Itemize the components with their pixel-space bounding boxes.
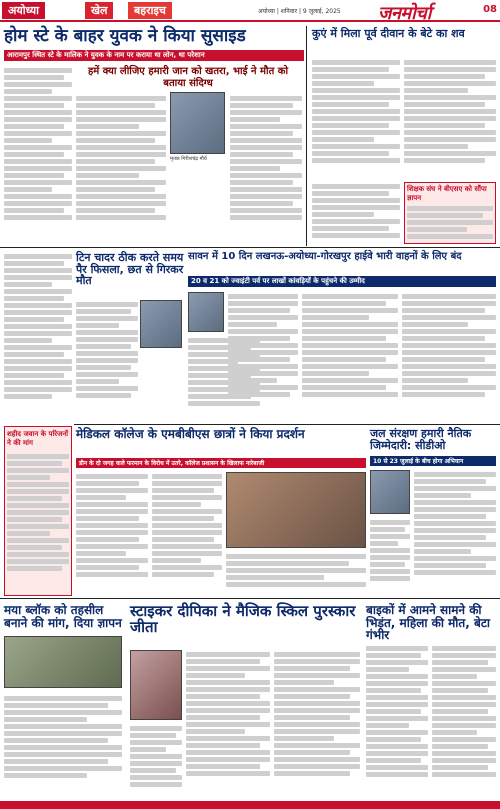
section-rule-1	[0, 247, 500, 248]
section-rule-2	[74, 424, 500, 425]
teachers-body	[407, 204, 493, 242]
lead-quote: हमें क्या लीजिए हमारी जान को खतरा, भाई ने मौत को बताया संदिग्ध	[87, 66, 289, 89]
soldier-body	[7, 452, 69, 592]
water-body-col2	[370, 518, 410, 592]
footer-bar	[0, 801, 500, 809]
bikes-body-col1	[366, 644, 428, 798]
sawan-body-col2	[228, 292, 298, 422]
soldier-headline: शहीद जवान के परिजनों ने की मांग	[7, 430, 69, 447]
lead-body-col1	[4, 66, 72, 242]
well-body-col3	[312, 182, 400, 244]
maya-photo	[4, 636, 122, 688]
lead-subhead: आरामपुर स्थित स्टे के मालिक ने युवक के नाम पर कराया था लोन, था परेशान	[4, 50, 304, 61]
medical-body-col3	[226, 552, 366, 592]
tin-victim-photo	[140, 300, 182, 348]
skater-photo	[130, 650, 182, 720]
medical-protest-photo	[226, 472, 366, 548]
sawan-photo	[188, 292, 224, 332]
page-number: 08	[483, 4, 497, 15]
sawan-body-col4	[402, 292, 496, 422]
medical-body-col2	[152, 472, 222, 592]
skater-body-col2	[274, 650, 360, 798]
tin-headline: टिन चादर ठीक करते समय पैर फिसला, छत से गिरकर मौत	[76, 251, 184, 288]
section-tag-bahraich: बहराइच	[128, 2, 172, 19]
section-rule-3	[0, 598, 500, 599]
water-subhead: 10 से 23 जुलाई के बीच होगा अभियान	[370, 456, 496, 466]
well-body-col2	[404, 58, 496, 178]
victim-photo-caption: मृतक गिरीशचंद्र मौर्य	[170, 156, 207, 162]
section-tag-ayodhya: अयोध्या	[2, 2, 45, 19]
column-rule	[306, 26, 307, 246]
masthead	[0, 0, 500, 22]
skater-body-col0	[130, 724, 182, 798]
water-body-col1	[414, 470, 496, 592]
bikes-body-col2	[432, 644, 496, 798]
victim-photo	[170, 92, 225, 154]
skater-body-col1	[186, 650, 270, 798]
sawan-subhead: 20 व 21 को ज्वाइंटी पर्व पर लाखों कांवड़ियों के पहुंचने की उम्मीद	[188, 276, 496, 287]
maya-headline: मया ब्लॉक को तहसील बनाने की मांग, दिया ज्ञापन	[4, 603, 122, 630]
lead-headline: होम स्टे के बाहर युवक ने किया सुसाइड	[4, 26, 246, 46]
skater-headline: स्टाइकर दीपिका ने मैजिक स्किल पुरस्कार जीता	[130, 602, 356, 636]
dateline: अयोध्या | शनिवार | 9 जुलाई, 2025	[258, 8, 341, 15]
maya-body	[4, 694, 122, 798]
well-headline: कुएं में मिला पूर्व दीवान के बेटे का शव	[312, 27, 465, 40]
water-photo	[370, 470, 410, 514]
medical-headline: मेडिकल कॉलेज के एमबीबीएस छात्रों ने किया प्रदर्शन	[76, 427, 305, 441]
medical-subhead: डीन के दो जगह वाले फरमान के विरोध में उतरे, कॉलेज प्रशासन के खिलाफ नारेबाजी	[76, 458, 366, 468]
sawan-body-col3	[302, 292, 398, 422]
water-headline: जल संरक्षण हमारी नैतिक जिम्मेदारी: सीडीओ	[370, 427, 472, 452]
newspaper-logo: जनमोर्चा	[378, 3, 431, 24]
lead-body-col3	[230, 94, 302, 242]
well-body-col1	[312, 58, 400, 178]
tin-body	[76, 300, 138, 420]
lead-body-col2	[76, 94, 166, 242]
sawan-headline: सावन में 10 दिन लखनऊ-अयोध्या-गोरखपुर हाईवे भारी वाहनों के लिए बंद	[188, 251, 462, 262]
medical-body-col1	[76, 472, 148, 592]
left-brief-column	[4, 252, 72, 422]
bikes-headline: बाइकों में आमने सामने की भिड़ंत, महिला की मौत, बेटा गंभीर	[366, 603, 490, 643]
teachers-headline: शिक्षक संघ ने बीएसए को सौंपा ज्ञापन	[407, 185, 487, 202]
section-tag-sports: खेल	[85, 2, 113, 19]
